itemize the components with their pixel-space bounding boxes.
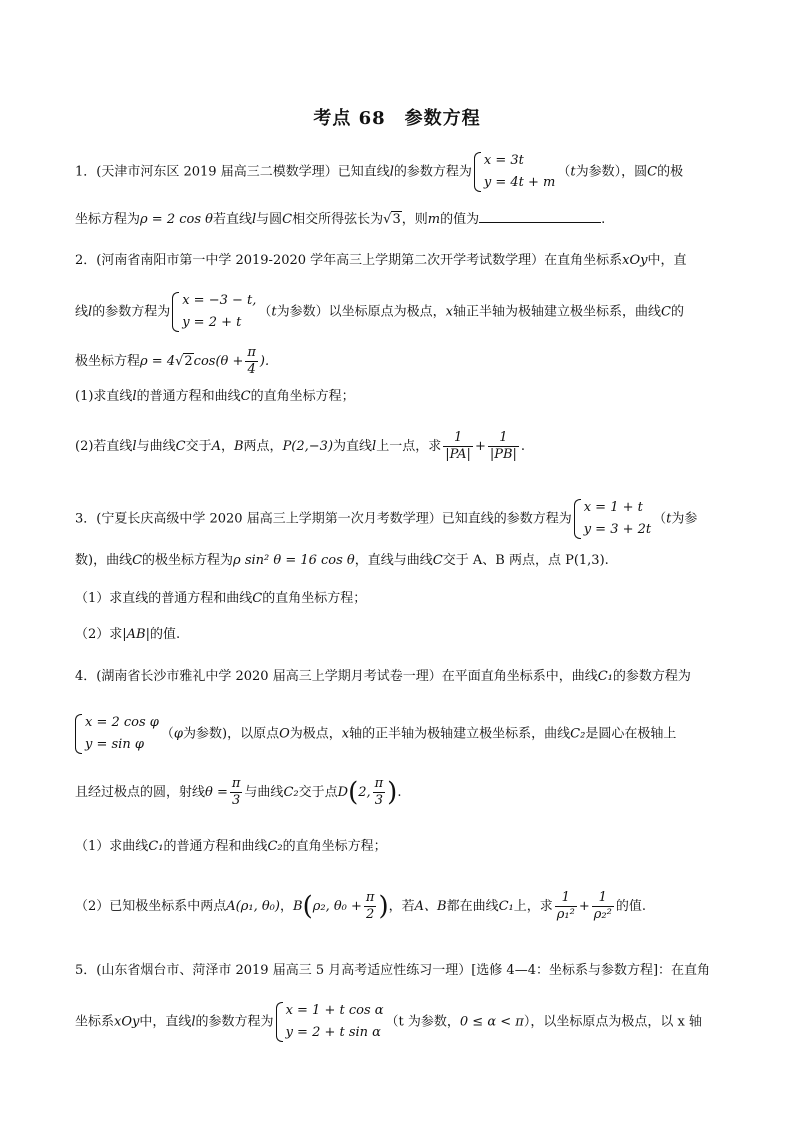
q4-line-2: x = 2 cos φ y = sin φ （φ为参数)，以原点O为极点，x轴的正半轴为极轴建立极坐标系，曲线C₂是圆心在极轴上 — [75, 712, 676, 756]
sqrt-3: √3 — [383, 212, 401, 227]
q2-system: x = −3 − t, y = 2 + t — [172, 290, 256, 334]
q3-line-2: 数)，曲线C的极坐标方程为ρ sin² θ = 16 cos θ，直线与曲线C交于 A、B 两点，点 P(1,3). — [75, 553, 609, 568]
q2-part-2: (2)若直线l与曲线C交于A，B两点，P(2,−3)为直线l上一点，求 $\frac{1}{|PA|}$ + $\frac{1}{|PB|}$ . — [75, 430, 526, 462]
q3-part-1: （1）求直线的普通方程和曲线C的直角坐标方程； — [75, 591, 367, 606]
q5-system: x = 1 + t cos α y = 2 + t sin α — [276, 1000, 384, 1044]
q5-line-1: 5．(山东省烟台市、菏泽市 2019 届高三 5 月高考适应性练习一理）[选修 4—4：坐标系与参数方程]：在直角 — [75, 963, 711, 978]
page-title: 考点 68 参数方程 — [313, 108, 481, 129]
fraction-pi-4: $\frac{\pi}{4}$ — [247, 345, 256, 377]
q2-line-3: 极坐标方程ρ = 4√2cos(θ + $\frac{\pi}{4}$ ). — [75, 345, 270, 377]
q1-line-1: 1．(天津市河东区 2019 届高三二模数学理）已知直线l的参数方程为 x = 3t y = 4t + m （t为参数），圆C的极 — [75, 150, 683, 194]
q4-line-1: 4．(湖南省长沙市雅礼中学 2020 届高三上学期月考试卷一理）在平面直角坐标系中，曲线C₁的参数方程为 — [75, 669, 691, 684]
q4-part-2: （2）已知极坐标系中两点A(ρ₁, θ₀)，B(ρ₂, θ₀ + $\frac{\pi}{2}$ )，若A、B都在曲线C₁上，求 $\frac{1}{\text{ρ₁²}}$ + $\frac{1}{\text{ρ₂²}}$ 的值. — [75, 890, 646, 922]
q3-line-1: 3．(宁夏长庆高级中学 2020 届高三上学期第一次月考数学理）已知直线的参数方程为 x = 1 + t y = 3 + 2t （t为参 — [75, 497, 697, 541]
q1-line-2: 坐标方程为ρ = 2 cos θ若直线l与圆C相交所得弦长为√3，则m的值为 . — [75, 212, 606, 227]
q3-part-2: （2）求|AB|的值. — [75, 627, 181, 642]
q2-line-1: 2．(河南省南阳市第一中学 2019-2020 学年高三上学期第二次开学考试数学理）在直角坐标系xOy中，直 — [75, 253, 687, 268]
q4-part-1: （1）求曲线C₁的普通方程和曲线C₂的直角坐标方程； — [75, 839, 387, 854]
q2-line-2: 线l的参数方程为 x = −3 − t, y = 2 + t （t为参数）以坐标原点为极点，x轴正半轴为极轴建立极坐标系，曲线C的 — [75, 290, 684, 334]
q4-system: x = 2 cos φ y = sin φ — [75, 712, 159, 756]
q2-part-1: (1)求直线l的普通方程和曲线C的直角坐标方程； — [75, 389, 355, 404]
q3-system: x = 1 + t y = 3 + 2t — [574, 497, 651, 541]
q5-line-2: 坐标系xOy中，直线l的参数方程为 x = 1 + t cos α y = 2 + t sin α （t 为参数，0 ≤ α < π），以坐标原点为极点，以 x 轴 — [75, 1000, 702, 1044]
q4-line-3: 且经过极点的圆，射线θ = $\frac{\pi}{3}$ 与曲线C₂交于点D(2, $\frac{\pi}{3}$ ). — [75, 776, 402, 808]
answer-blank — [479, 210, 601, 223]
q1-system: x = 3t y = 4t + m — [474, 150, 555, 194]
